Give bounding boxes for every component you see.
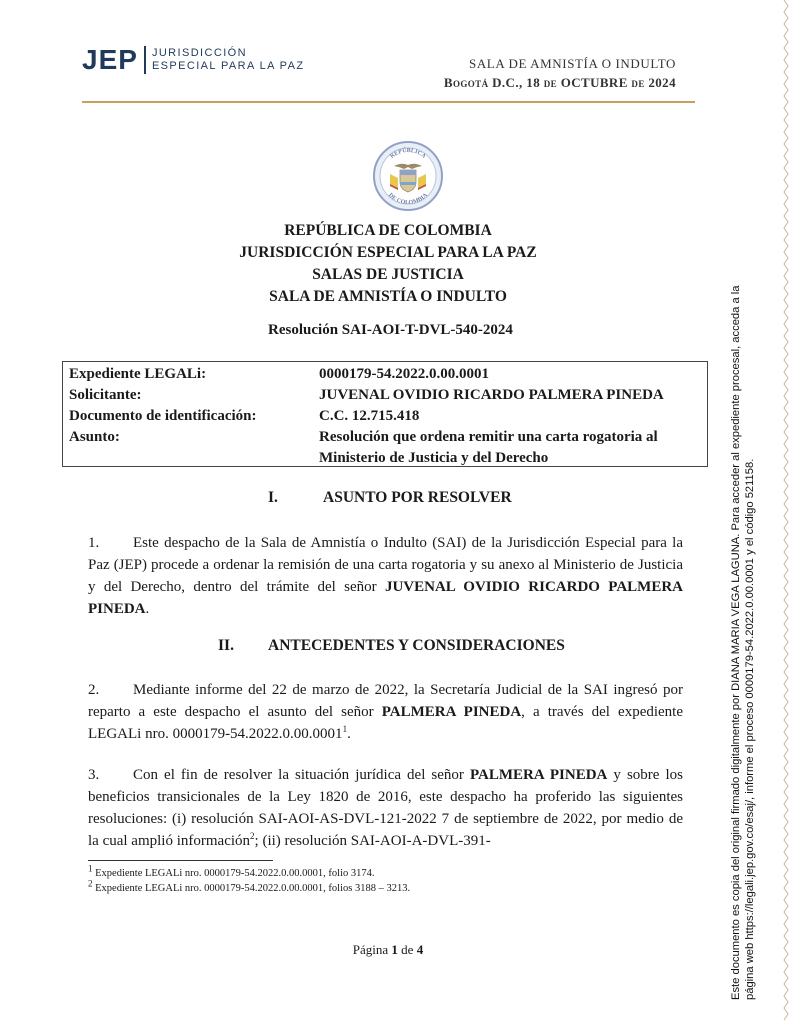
seal-bottom-text: DE COLOMBIA xyxy=(387,192,429,207)
digital-signature-note xyxy=(729,0,757,1000)
document-titles xyxy=(0,220,791,308)
title-line-4: SALA DE AMNISTÍA O INDULTO xyxy=(269,288,507,305)
paragraph-2-name: PALMERA PINEDA xyxy=(381,704,522,720)
paragraph-2-text-c: . xyxy=(347,726,351,742)
footnote-rule xyxy=(88,860,273,861)
paragraph-2-text-a: Mediante informe del 22 de marzo de 2022, la Secretaría Judicial de la SAI ingresó por reparto a este despacho el asunto del señor xyxy=(88,682,683,720)
footnote-2-number: 2 xyxy=(88,878,93,889)
resolution-number: Resolución SAI-AOI-T-DVL-540-2024 xyxy=(268,322,513,338)
page-label: Página xyxy=(352,942,389,957)
paragraph-3-text-b: y sobre los beneficios transicionales de la Ley 1820 de 2016, este despacho ha proferido las siguientes resoluciones: (i) resolución SAI-AOI-AS-DVL-121-2022 7 de septiembre de 2022, por medio de la cual amplió información xyxy=(88,767,683,849)
footnote-1-text: Expediente LEGALi nro. 0000179-54.2022.0.00.0001, folio 3174. xyxy=(92,868,375,879)
page-total: 4 xyxy=(416,942,424,957)
section-2-number: II. xyxy=(218,637,234,654)
section-1-number: I. xyxy=(268,489,278,506)
section-1-title: ASUNTO POR RESOLVER xyxy=(323,489,512,506)
info-row-expediente xyxy=(69,364,489,385)
asunto-value-line-2: Ministerio de Justicia y del Derecho xyxy=(319,450,549,466)
paragraph-1-text-b: . xyxy=(145,601,150,617)
paragraph-2-number: 2. xyxy=(88,682,100,698)
expediente-label: Expediente LEGALi: xyxy=(69,366,207,382)
header-date: Bogotá D.C., 18 de OCTUBRE de 2024 xyxy=(443,75,676,90)
jep-logo xyxy=(82,44,304,76)
seal-top-text: REPÚBLICA xyxy=(389,147,427,160)
side-note-line-1: Este documento es copia del original firmado digitalmente por DIANA MARIA VEGA LAGUNA. Para acceder al expediente procesal, acceda a la xyxy=(730,285,742,1000)
footnote-1 xyxy=(88,863,375,881)
solicitante-label: Solicitante: xyxy=(69,387,142,403)
documento-value: C.C. 12.715.418 xyxy=(319,408,420,424)
paragraph-2-text-b: , a través del expediente LEGALi nro. 0000179-54.2022.0.00.0001 xyxy=(88,704,683,742)
asunto-value-line-1: Resolución que ordena remitir una carta rogatoria al xyxy=(319,429,658,445)
paragraph-3-name: PALMERA PINEDA xyxy=(469,767,608,783)
header-sala: SALA DE AMNISTÍA O INDULTO xyxy=(468,56,676,71)
title-line-1: REPÚBLICA DE COLOMBIA xyxy=(284,222,492,239)
asunto-label: Asunto: xyxy=(69,429,120,445)
paragraph-3-text-c: ; (ii) resolución SAI-AOI-A-DVL-391- xyxy=(254,833,491,849)
section-heading-1 xyxy=(268,489,512,507)
header-info xyxy=(444,54,676,92)
side-note-line-2: página web https://legali.jep.gov.co/esaj/, informe el proceso 0000179-54.2022.0.00.0001 y el código 521158. xyxy=(744,458,756,1000)
paragraph-1-text-a: Este despacho de la Sala de Amnistía o Indulto (SAI) de la Jurisdicción Especial para la Paz (JEP) procede a ordenar la remisión de una carta rogatoria y su anexo al Ministerio de Justicia y del Derecho, dentro del trámite del señor xyxy=(88,535,683,595)
page-of: de xyxy=(401,942,414,957)
page-current: 1 xyxy=(391,942,398,957)
info-row-documento xyxy=(69,406,420,427)
paragraph-1-name: JUVENAL OVIDIO RICARDO PALMERA PINEDA xyxy=(88,579,683,617)
title-line-2: JURISDICCIÓN ESPECIAL PARA LA PAZ xyxy=(239,244,537,261)
logo-line-2: ESPECIAL PARA LA PAZ xyxy=(151,60,305,72)
colombia-seal-icon xyxy=(372,140,444,212)
footnote-2 xyxy=(88,878,411,896)
solicitante-value: JUVENAL OVIDIO RICARDO PALMERA PINEDA xyxy=(319,387,664,403)
info-row-asunto xyxy=(69,427,658,466)
footnote-ref-2[interactable]: 2 xyxy=(250,831,255,841)
logo-line-1: JURISDICCIÓN xyxy=(151,47,247,59)
asunto-value xyxy=(319,427,699,469)
section-2-title: ANTECEDENTES Y CONSIDERACIONES xyxy=(268,637,565,654)
footnote-ref-1[interactable]: 1 xyxy=(342,724,348,734)
section-heading-2 xyxy=(218,637,565,655)
documento-label: Documento de identificación: xyxy=(69,408,257,424)
paragraph-1-number: 1. xyxy=(88,535,100,551)
expediente-value: 0000179-54.2022.0.00.0001 xyxy=(319,366,489,382)
logo-subtitle xyxy=(152,47,305,73)
paragraph-3 xyxy=(88,764,683,852)
page-number xyxy=(0,942,791,958)
info-row-solicitante xyxy=(69,385,664,406)
case-info-box xyxy=(62,361,708,467)
paragraph-3-number: 3. xyxy=(88,767,100,783)
header-rule xyxy=(82,101,695,103)
title-line-3: SALAS DE JUSTICIA xyxy=(312,266,464,283)
paragraph-3-text-a: Con el fin de resolver la situación jurídica del señor xyxy=(133,767,470,783)
footnote-1-number: 1 xyxy=(88,863,93,874)
logo-jep-text: JEP xyxy=(82,44,138,75)
logo-divider xyxy=(144,46,146,74)
footnote-2-text: Expediente LEGALi nro. 0000179-54.2022.0.00.0001, folios 3188 – 3213. xyxy=(92,883,411,894)
paragraph-1 xyxy=(88,532,683,620)
paragraph-2 xyxy=(88,679,683,745)
